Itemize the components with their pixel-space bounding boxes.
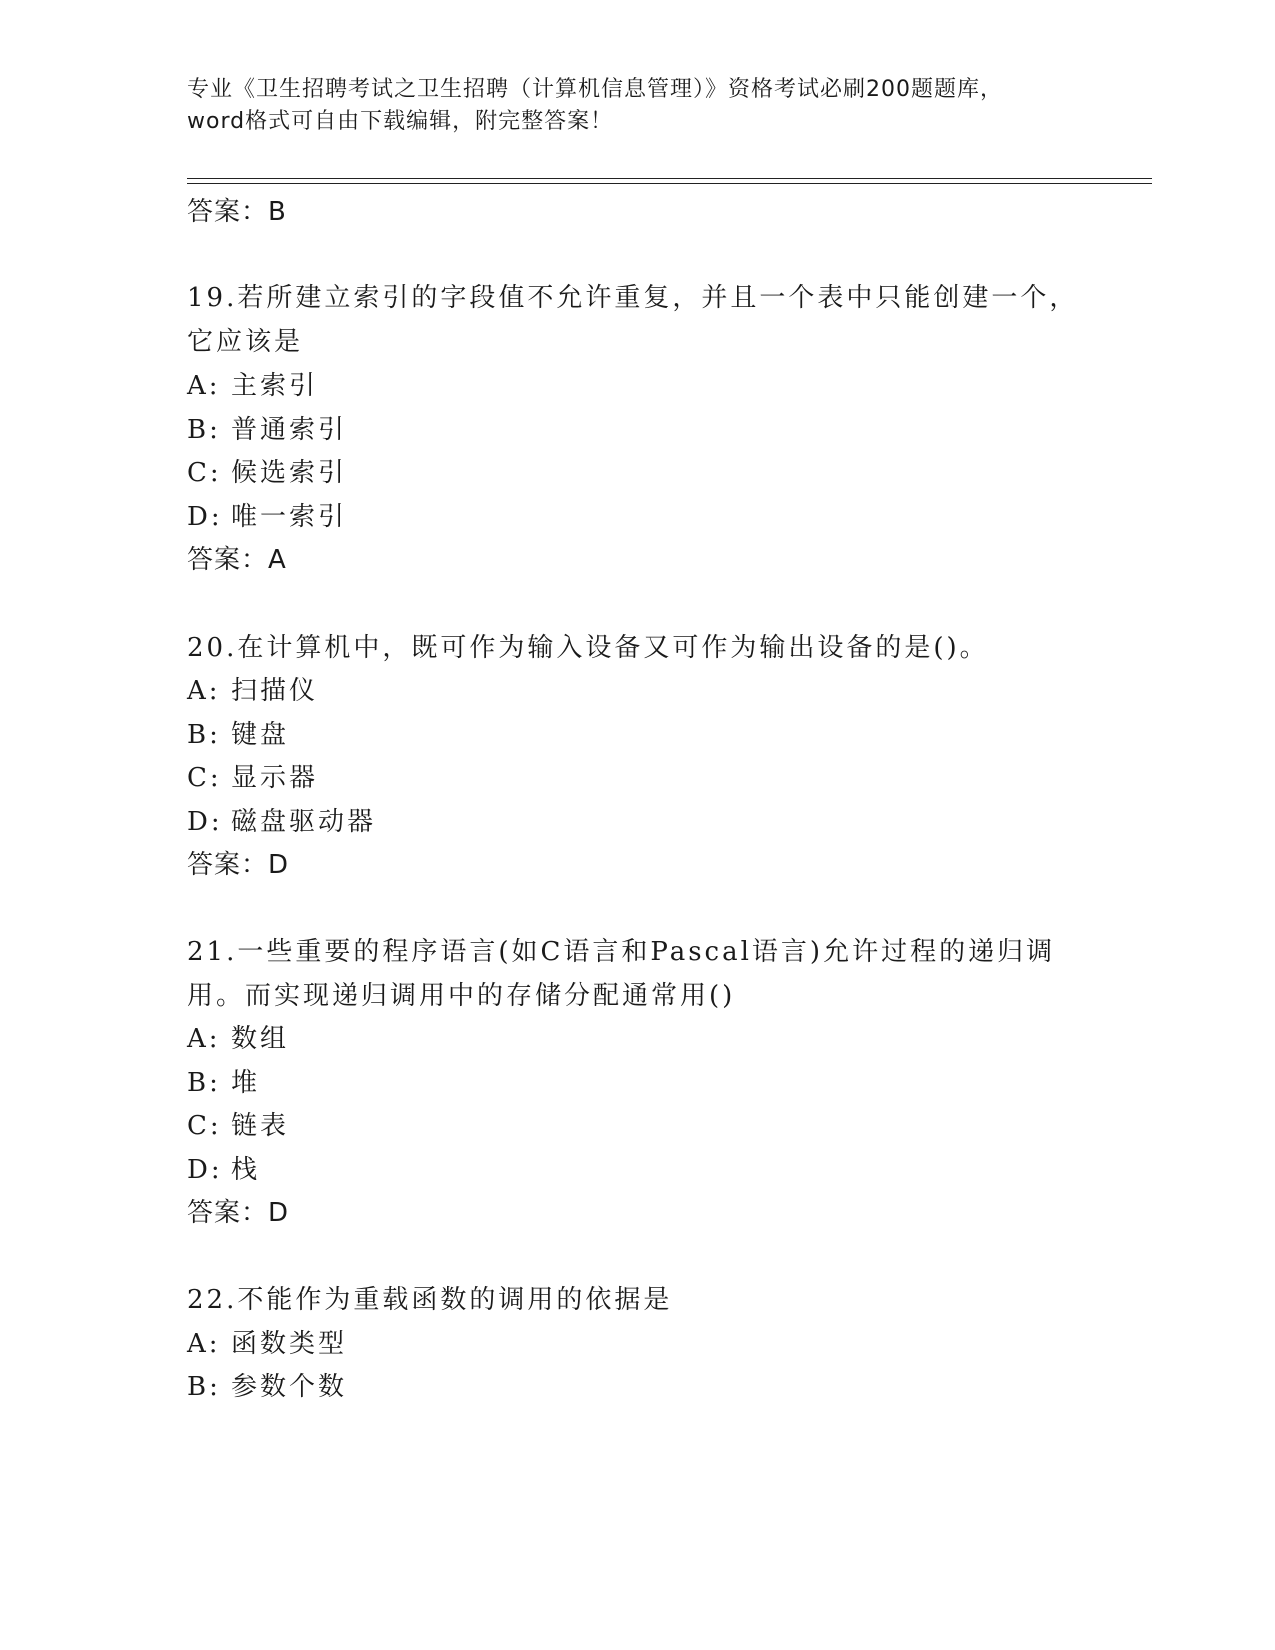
option-text: 堆 — [231, 1068, 261, 1098]
option-label: C: — [187, 1111, 222, 1141]
option-label: B: — [187, 1068, 221, 1098]
option-label: B: — [187, 415, 221, 445]
question-20-answer: 答案：D — [187, 850, 290, 880]
option-text: 主索引 — [231, 371, 319, 401]
question-20-option-a — [187, 671, 318, 711]
option-label: C: — [187, 763, 222, 793]
question-19-option-a — [187, 366, 318, 406]
option-label: A: — [187, 1329, 221, 1359]
option-text: 普通索引 — [231, 415, 348, 445]
question-22-option-b — [187, 1367, 347, 1407]
question-20-option-b — [187, 715, 289, 755]
option-label: A: — [187, 1024, 221, 1054]
option-label: A: — [187, 371, 221, 401]
question-21-stem-line-1: 21.一些重要的程序语言(如C语言和Pascal语言)允许过程的递归调 — [187, 937, 1056, 967]
option-text: 参数个数 — [231, 1372, 348, 1402]
option-label: D: — [187, 502, 223, 532]
question-19-stem-line-1: 19.若所建立索引的字段值不允许重复，并且一个表中只能创建一个， — [187, 283, 1079, 313]
option-text: 键盘 — [231, 720, 290, 750]
option-text: 栈 — [231, 1155, 261, 1185]
question-21-option-a — [187, 1019, 289, 1059]
question-21-stem-line-2: 用。而实现递归调用中的存储分配通常用() — [187, 981, 736, 1011]
question-21-answer: 答案：D — [187, 1198, 290, 1228]
question-19-option-d — [187, 497, 347, 537]
question-21-option-c — [187, 1106, 289, 1146]
option-label: B: — [187, 720, 221, 750]
header-title-line-1: 专业《卫生招聘考试之卫生招聘（计算机信息管理）》资格考试必刷200题题库， — [187, 77, 1003, 102]
question-20-option-c — [187, 758, 318, 798]
option-label: C: — [187, 458, 222, 488]
option-text: 函数类型 — [231, 1329, 348, 1359]
question-19-option-c — [187, 453, 347, 493]
document-header — [187, 74, 1087, 138]
question-22-stem-line-1: 22.不能作为重载函数的调用的依据是 — [187, 1285, 673, 1315]
option-text: 候选索引 — [231, 458, 348, 488]
question-21-option-b — [187, 1063, 260, 1103]
question-19-answer: 答案：A — [187, 545, 287, 575]
header-divider — [187, 178, 1152, 184]
option-text: 数组 — [231, 1024, 290, 1054]
question-19-option-b — [187, 410, 347, 450]
question-21-option-d — [187, 1150, 260, 1190]
option-label: B: — [187, 1372, 221, 1402]
option-label: A: — [187, 676, 221, 706]
option-text: 显示器 — [231, 763, 319, 793]
option-text: 扫描仪 — [231, 676, 319, 706]
question-19-stem-line-2: 它应该是 — [187, 327, 304, 357]
option-text: 链表 — [231, 1111, 290, 1141]
option-label: D: — [187, 1155, 223, 1185]
question-20-option-d — [187, 802, 376, 842]
option-label: D: — [187, 807, 223, 837]
answer-prev: 答案：B — [187, 197, 287, 227]
option-text: 磁盘驱动器 — [231, 807, 377, 837]
header-title-line-2: word格式可自由下载编辑，附完整答案！ — [187, 109, 614, 134]
option-text: 唯一索引 — [231, 502, 348, 532]
question-20-stem-line-1: 20.在计算机中，既可作为输入设备又可作为输出设备的是()。 — [187, 633, 989, 663]
question-22-option-a — [187, 1324, 347, 1364]
